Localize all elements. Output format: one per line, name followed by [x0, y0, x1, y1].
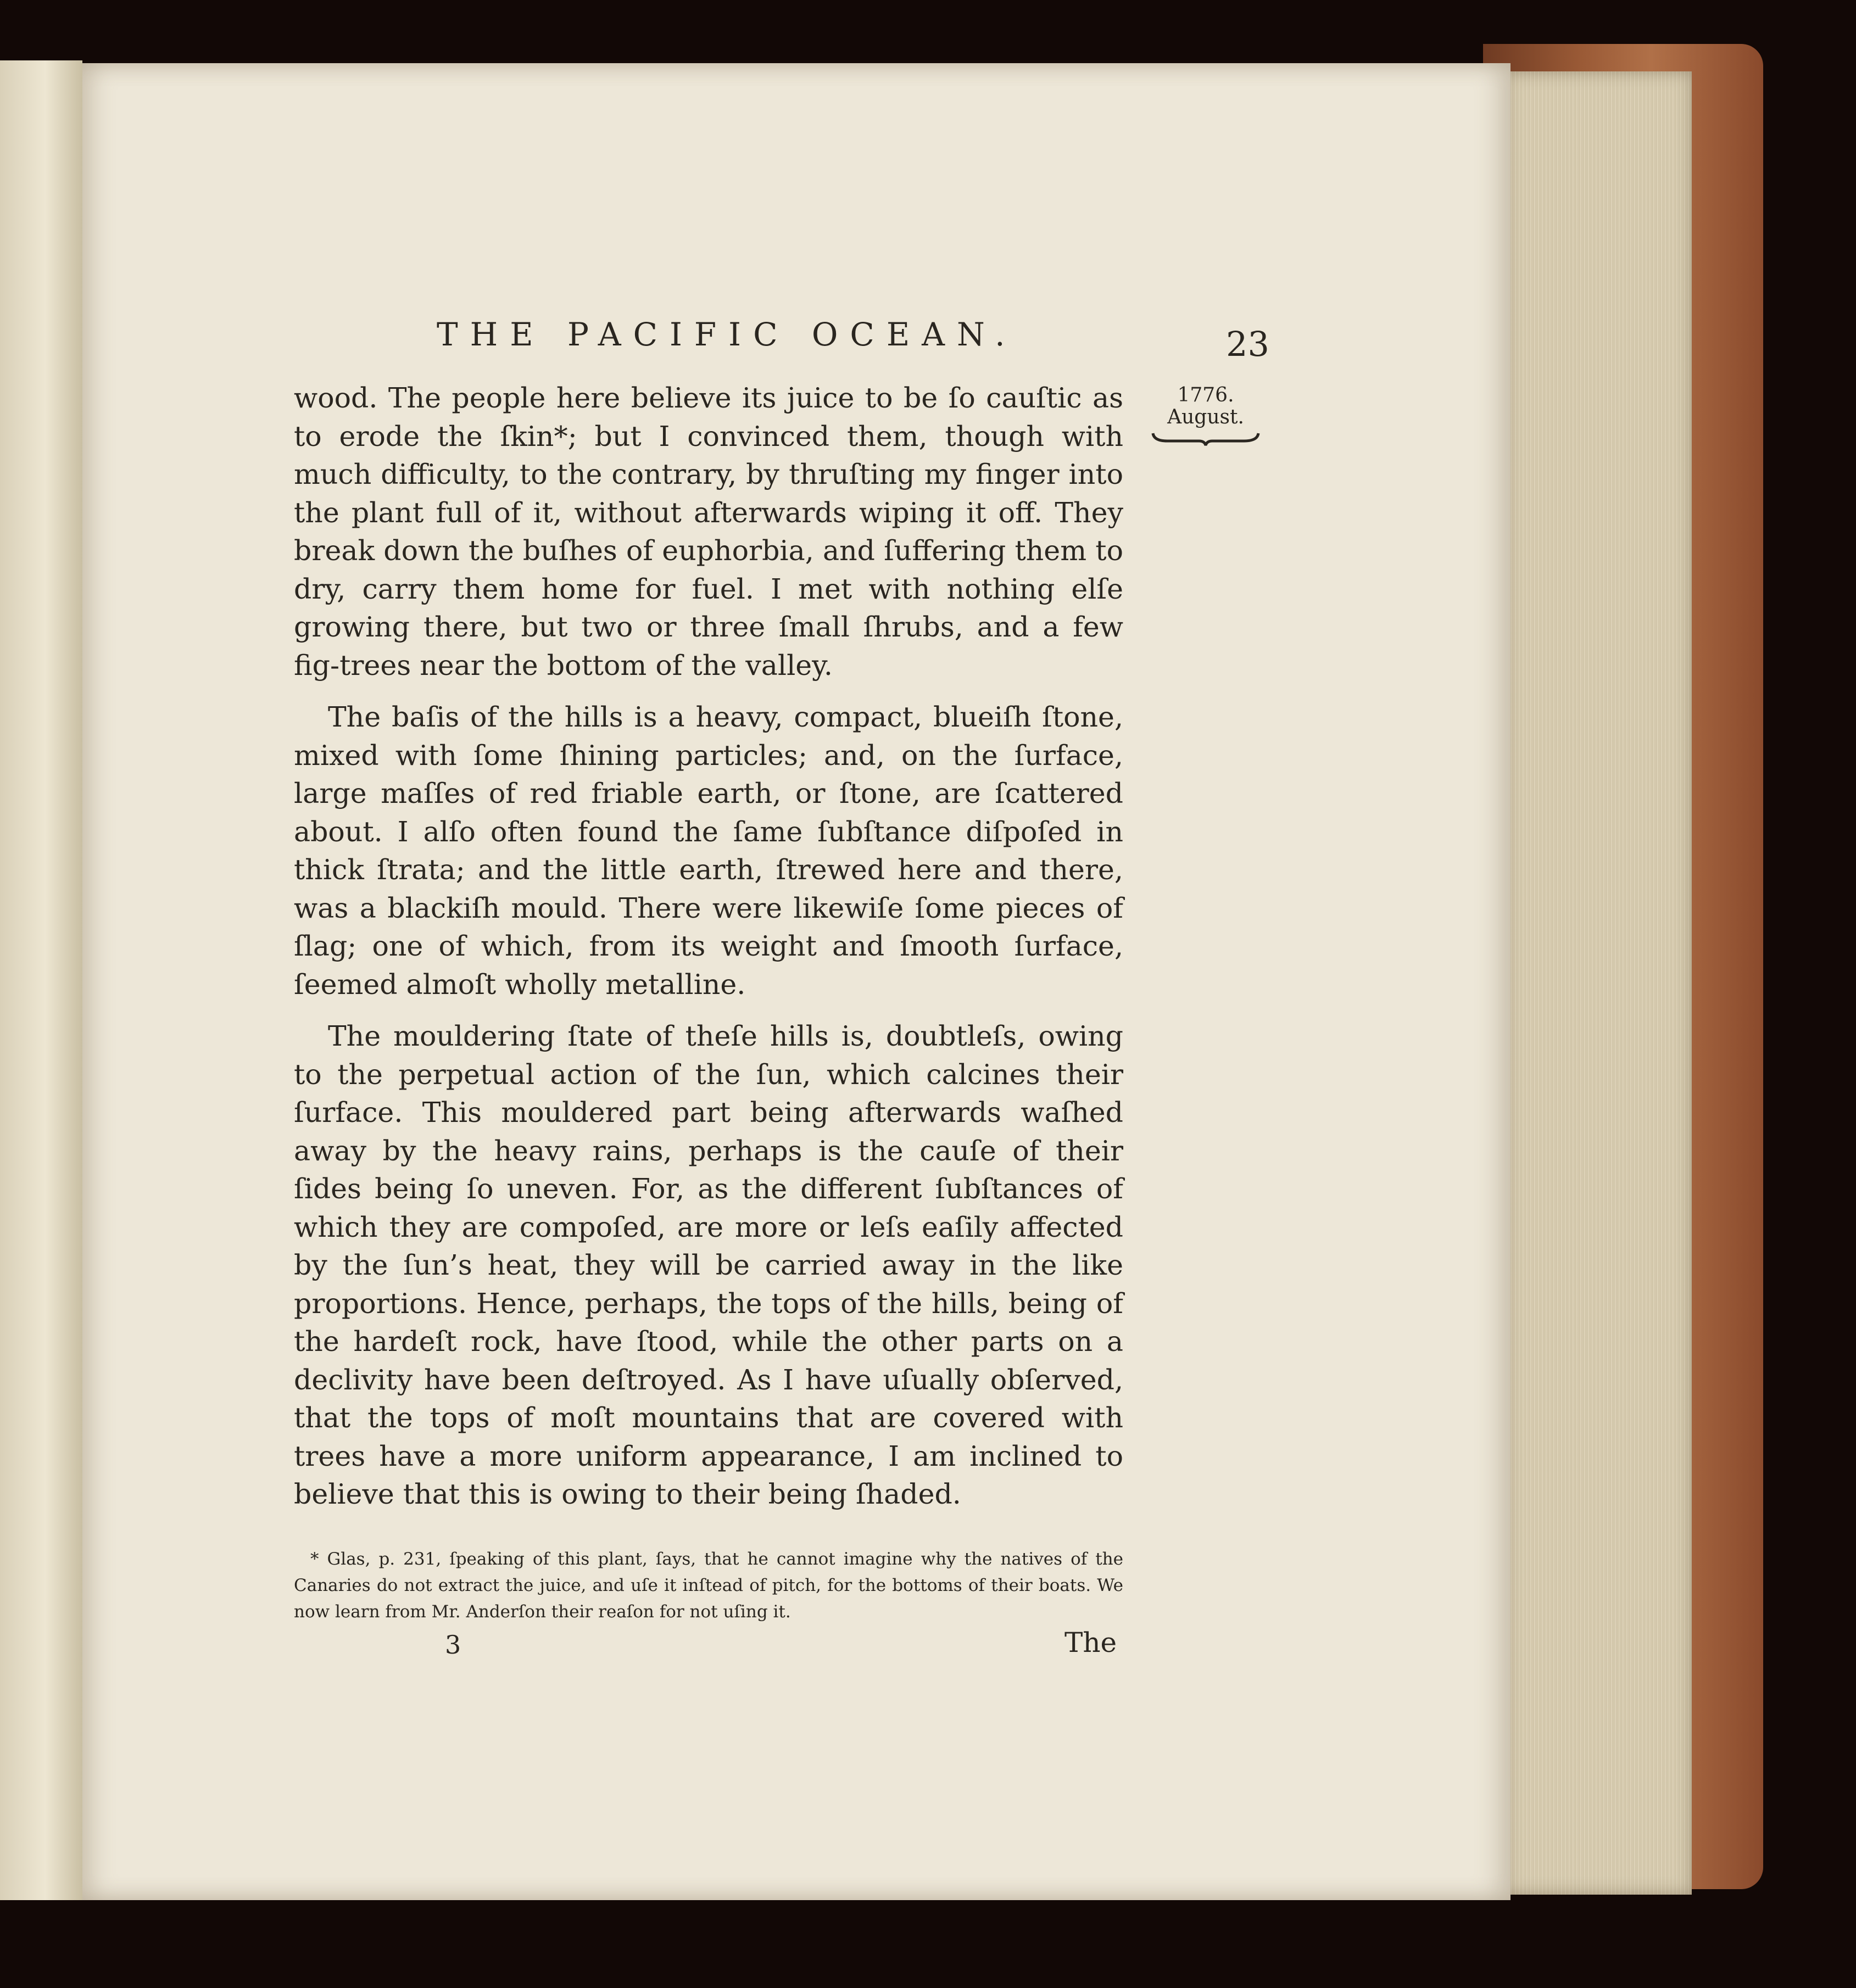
page-number: 23 [1226, 324, 1269, 364]
brace-icon [1151, 430, 1261, 446]
paragraph: wood. The people here believe its juice to be ſo cauſtic as to erode the ſkin*; but I convinced them, though with much difficulty, to the contrary, by thruſting my finger into the plant full of it, without afterwards wiping it off. They break down the buſhes of euphorbia, and ſuffering them to dry, carry them home for fuel. I met with nothing elſe growing there, but two or three ſmall ſhrubs, and a few fig-trees near the bottom of the valley. [294, 382, 1123, 682]
paragraph: The mouldering ſtate of theſe hills is, doubtleſs, owing to the perpetual action of the ſun, which calcines their ſurface. This mouldered part being afterwards waſhed away by the heavy rains, perhaps is the cauſe of their ſides being ſo uneven. For, as the different ſubſtances of which they are compoſed, are more or leſs eaſily affected by the ſun’s heat, they will be carried away in the like proportions. Hence, perhaps, the tops of the hills, being of the hardeſt rock, have ſtood, while the other parts on a declivity have been deſtroyed. As I have uſually obſerved, that the tops of moſt mountains that are covered with trees have a more uniform appearance, I am inclined to believe that this is owing to their being ſhaded. [294, 1020, 1123, 1510]
body-text [294, 379, 1123, 1514]
signature-mark: 3 [445, 1630, 461, 1660]
page-edges [1505, 71, 1692, 1895]
left-page-edge [0, 60, 82, 1900]
margin-date-note [1148, 384, 1263, 446]
margin-year: 1776. [1177, 384, 1234, 406]
paragraph: The baſis of the hills is a heavy, compact, blueiſh ſtone, mixed with ſome ſhining particles; and, on the ſurface, large maſſes of red friable earth, or ſtone, are ſcattered about. I alſo often found the ſame ſubſtance diſpoſed in thick ſtrata; and the little earth, ſtrewed here and there, was a blackiſh mould. There were likewiſe ſome pieces of ſlag; one of which, from its weight and ſmooth ſurface, ſeemed almoſt wholly metalline. [294, 701, 1123, 1001]
footnote: * Glas, p. 231, ſpeaking of this plant, ſays, that he cannot imagine why the natives of the Canaries do not extract the juice, and uſe it inſtead of pitch, for the bottoms of their boats. We now learn from Mr. Anderſon their reaſon for not uſing it. [294, 1549, 1123, 1622]
margin-month: August. [1167, 405, 1244, 428]
catchword: The [1064, 1627, 1117, 1658]
running-title: THE PACIFIC OCEAN. [437, 316, 1017, 353]
